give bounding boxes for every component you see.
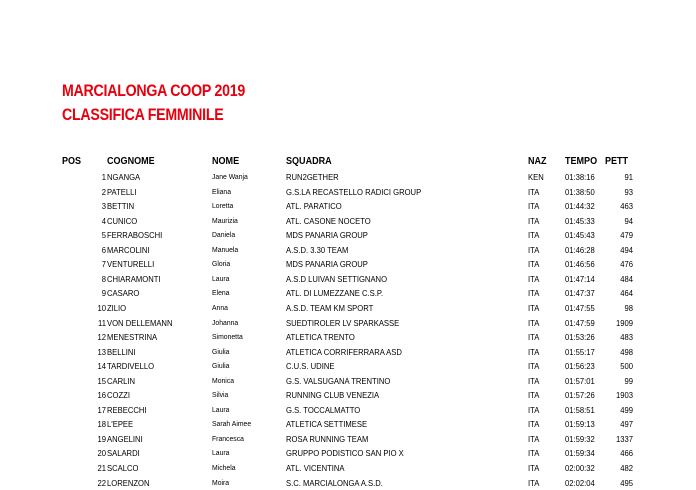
row-nome: Silvia bbox=[212, 390, 229, 400]
row-nome: Moira bbox=[212, 477, 230, 487]
row-squadra: G.S. VALSUGANA TRENTINO bbox=[286, 375, 391, 386]
row-cognome: MENESTRINA bbox=[107, 332, 158, 343]
row-naz: ITA bbox=[528, 463, 540, 473]
row-squadra: ATL. VICENTINA bbox=[286, 463, 345, 473]
table-row bbox=[0, 272, 696, 286]
row-nome: Gloria bbox=[212, 259, 231, 269]
row-pos: 6 bbox=[101, 244, 106, 255]
row-cognome: TARDIVELLO bbox=[107, 361, 155, 372]
row-tempo: 01:47:14 bbox=[565, 273, 595, 284]
row-cognome: BELLINI bbox=[107, 346, 136, 357]
header-naz: NAZ bbox=[528, 155, 547, 167]
row-squadra: A.S.D. 3.30 TEAM bbox=[286, 244, 349, 255]
table-row bbox=[0, 461, 696, 475]
row-squadra: ATL. PARATICO bbox=[286, 201, 342, 212]
row-naz: ITA bbox=[528, 361, 540, 372]
row-squadra: A.S.D LUIVAN SETTIGNANO bbox=[286, 273, 388, 284]
row-nome: Laura bbox=[212, 404, 230, 414]
row-pos: 13 bbox=[97, 346, 106, 357]
row-naz: ITA bbox=[528, 375, 540, 386]
row-nome: Manuela bbox=[212, 244, 239, 254]
row-squadra: ROSA RUNNING TEAM bbox=[286, 433, 369, 444]
row-pett: 463 bbox=[620, 201, 633, 212]
row-nome: Sarah Aimee bbox=[212, 419, 252, 429]
row-squadra: RUN2GETHER bbox=[286, 172, 339, 182]
row-pos: 14 bbox=[97, 361, 106, 372]
row-pos: 17 bbox=[97, 404, 106, 415]
row-pos: 22 bbox=[97, 477, 106, 488]
row-pos: 4 bbox=[101, 215, 106, 226]
row-nome: Laura bbox=[212, 448, 230, 458]
row-pett: 466 bbox=[620, 448, 633, 459]
row-cognome: CUNICO bbox=[107, 215, 138, 226]
row-cognome: L'EPEE bbox=[107, 419, 134, 430]
row-cognome: SCALCO bbox=[107, 463, 139, 473]
row-squadra: A.S.D. TEAM KM SPORT bbox=[286, 302, 374, 313]
row-nome: Loretta bbox=[212, 201, 234, 211]
row-pett: 1903 bbox=[615, 390, 633, 401]
row-nome: Simonetta bbox=[212, 332, 243, 342]
table-row bbox=[0, 403, 696, 417]
row-naz: ITA bbox=[528, 259, 540, 270]
row-squadra: ATLETICA CORRIFERRARA ASD bbox=[286, 346, 402, 357]
row-naz: ITA bbox=[528, 346, 540, 357]
row-pett: 93 bbox=[624, 186, 633, 197]
row-pos: 1 bbox=[101, 172, 106, 182]
row-pett: 495 bbox=[620, 477, 633, 488]
row-cognome: MARCOLINI bbox=[107, 244, 150, 255]
page-subtitle: CLASSIFICA FEMMINILE bbox=[62, 106, 224, 124]
row-nome: Anna bbox=[212, 302, 228, 312]
table-row bbox=[0, 476, 696, 490]
row-cognome: REBECCHI bbox=[107, 404, 147, 415]
header-tempo: TEMPO bbox=[565, 155, 598, 167]
header-pos: POS bbox=[62, 155, 82, 167]
row-pett: 464 bbox=[620, 288, 633, 299]
header-cognome: COGNOME bbox=[107, 155, 155, 167]
row-naz: ITA bbox=[528, 186, 540, 197]
row-cognome: SALARDI bbox=[107, 448, 140, 459]
row-tempo: 01:46:56 bbox=[565, 259, 595, 270]
row-pos: 16 bbox=[97, 390, 106, 401]
row-squadra: MDS PANARIA GROUP bbox=[286, 230, 368, 241]
table-row bbox=[0, 301, 696, 315]
row-pett: 483 bbox=[620, 332, 633, 343]
row-squadra: G.S.LA RECASTELLO RADICI GROUP bbox=[286, 186, 422, 197]
row-tempo: 01:56:23 bbox=[565, 361, 595, 372]
row-tempo: 02:00:32 bbox=[565, 463, 595, 473]
table-row bbox=[0, 199, 696, 213]
row-naz: ITA bbox=[528, 215, 540, 226]
row-nome: Elena bbox=[212, 288, 230, 298]
row-pos: 18 bbox=[97, 419, 106, 430]
row-squadra: RUNNING CLUB VENEZIA bbox=[286, 390, 380, 401]
header-nome: NOME bbox=[212, 155, 240, 167]
row-squadra: ATLETICA TRENTO bbox=[286, 332, 355, 343]
row-pos: 2 bbox=[101, 186, 106, 197]
row-cognome: BETTIN bbox=[107, 201, 135, 212]
row-pos: 11 bbox=[98, 317, 106, 328]
row-nome: Laura bbox=[212, 273, 230, 283]
row-naz: ITA bbox=[528, 332, 540, 343]
row-nome: Johanna bbox=[212, 317, 239, 327]
header-squadra: SQUADRA bbox=[286, 155, 332, 167]
row-nome: Giulia bbox=[212, 346, 230, 356]
row-pos: 21 bbox=[97, 463, 106, 473]
row-tempo: 01:58:51 bbox=[565, 404, 595, 415]
row-cognome: COZZI bbox=[107, 390, 130, 401]
row-squadra: ATL. CASONE NOCETO bbox=[286, 215, 371, 226]
row-tempo: 02:02:04 bbox=[565, 477, 595, 488]
row-pos: 19 bbox=[97, 433, 106, 444]
row-naz: ITA bbox=[528, 244, 540, 255]
row-pett: 98 bbox=[624, 302, 633, 313]
row-pett: 99 bbox=[624, 375, 633, 386]
table-row bbox=[0, 257, 696, 271]
row-naz: ITA bbox=[528, 273, 540, 284]
row-pos: 5 bbox=[101, 230, 106, 241]
row-pett: 479 bbox=[620, 230, 633, 241]
row-pos: 9 bbox=[101, 288, 106, 299]
row-squadra: MDS PANARIA GROUP bbox=[286, 259, 368, 270]
row-cognome: NGANGA bbox=[107, 172, 141, 182]
row-tempo: 01:45:43 bbox=[565, 230, 595, 241]
row-naz: ITA bbox=[528, 288, 540, 299]
row-tempo: 01:59:32 bbox=[565, 433, 595, 444]
row-cognome: VENTURELLI bbox=[107, 259, 155, 270]
table-row bbox=[0, 417, 696, 431]
row-pett: 476 bbox=[620, 259, 633, 270]
row-pett: 482 bbox=[620, 463, 633, 473]
row-nome: Jane Wanja bbox=[212, 172, 248, 181]
row-tempo: 01:57:01 bbox=[565, 375, 595, 386]
row-pos: 8 bbox=[101, 273, 106, 284]
table-row bbox=[0, 214, 696, 228]
row-naz: KEN bbox=[528, 172, 544, 182]
row-pett: 1337 bbox=[615, 433, 633, 444]
row-nome: Eliana bbox=[212, 186, 231, 196]
row-tempo: 01:55:17 bbox=[565, 346, 595, 357]
table-row bbox=[0, 374, 696, 388]
row-tempo: 01:44:32 bbox=[565, 201, 595, 212]
row-pett: 500 bbox=[620, 361, 633, 372]
row-pett: 499 bbox=[620, 404, 633, 415]
row-pos: 3 bbox=[101, 201, 106, 212]
row-nome: Daniela bbox=[212, 230, 236, 240]
table-row bbox=[0, 286, 696, 300]
row-tempo: 01:57:26 bbox=[565, 390, 595, 401]
row-tempo: 01:59:13 bbox=[565, 419, 595, 430]
table-row bbox=[0, 446, 696, 460]
row-pett: 498 bbox=[620, 346, 633, 357]
row-squadra: G.S. TOCCALMATTO bbox=[286, 404, 361, 415]
row-naz: ITA bbox=[528, 448, 540, 459]
row-naz: ITA bbox=[528, 433, 540, 444]
row-tempo: 01:46:28 bbox=[565, 244, 595, 255]
row-tempo: 01:38:16 bbox=[565, 172, 595, 182]
row-squadra: ATL. DI LUMEZZANE C.S.P. bbox=[286, 288, 384, 299]
table-row bbox=[0, 359, 696, 373]
header-pett: PETT bbox=[605, 155, 629, 167]
row-tempo: 01:45:33 bbox=[565, 215, 595, 226]
row-cognome: CHIARAMONTI bbox=[107, 273, 161, 284]
row-nome: Maurizia bbox=[212, 215, 238, 225]
row-pett: 1909 bbox=[615, 317, 633, 328]
table-row bbox=[0, 228, 696, 242]
table-row bbox=[0, 243, 696, 257]
row-pos: 20 bbox=[97, 448, 106, 459]
row-pett: 91 bbox=[624, 172, 633, 182]
row-tempo: 01:59:34 bbox=[565, 448, 595, 459]
row-nome: Monica bbox=[212, 375, 235, 385]
row-nome: Giulia bbox=[212, 361, 230, 371]
row-cognome: ANGELINI bbox=[107, 433, 143, 444]
row-cognome: FERRABOSCHI bbox=[107, 230, 163, 241]
row-squadra: S.C. MARCIALONGA A.S.D. bbox=[286, 477, 383, 488]
row-cognome: CASARO bbox=[107, 288, 140, 299]
row-naz: ITA bbox=[528, 317, 540, 328]
table-row bbox=[0, 388, 696, 402]
table-row bbox=[0, 345, 696, 359]
row-squadra: ATLETICA SETTIMESE bbox=[286, 419, 368, 430]
row-naz: ITA bbox=[528, 419, 540, 430]
table-row bbox=[0, 330, 696, 344]
row-squadra: C.U.S. UDINE bbox=[286, 361, 335, 372]
table-row bbox=[0, 185, 696, 199]
row-naz: ITA bbox=[528, 477, 540, 488]
row-squadra: SUEDTIROLER LV SPARKASSE bbox=[286, 317, 400, 328]
row-pos: 10 bbox=[97, 302, 106, 313]
row-pett: 497 bbox=[620, 419, 633, 430]
row-naz: ITA bbox=[528, 230, 540, 241]
row-squadra: GRUPPO PODISTICO SAN PIO X bbox=[286, 448, 404, 459]
row-nome: Francesca bbox=[212, 433, 244, 443]
page-title: MARCIALONGA COOP 2019 bbox=[62, 82, 246, 100]
row-pett: 94 bbox=[624, 215, 633, 226]
row-naz: ITA bbox=[528, 302, 540, 313]
row-cognome: VON DELLEMANN bbox=[107, 317, 173, 328]
row-cognome: ZILIO bbox=[107, 302, 127, 313]
row-cognome: LORENZON bbox=[107, 477, 150, 488]
row-naz: ITA bbox=[528, 201, 540, 212]
row-pos: 15 bbox=[97, 375, 106, 386]
row-tempo: 01:47:55 bbox=[565, 302, 595, 313]
row-tempo: 01:38:50 bbox=[565, 186, 595, 197]
row-pos: 12 bbox=[97, 332, 106, 343]
row-tempo: 01:47:37 bbox=[565, 288, 595, 299]
row-pos: 7 bbox=[101, 259, 106, 270]
row-naz: ITA bbox=[528, 390, 540, 401]
row-pett: 494 bbox=[620, 244, 633, 255]
row-tempo: 01:47:59 bbox=[565, 317, 595, 328]
table-header bbox=[0, 154, 696, 168]
table-row bbox=[0, 432, 696, 446]
row-nome: Michela bbox=[212, 463, 236, 472]
row-cognome: PATELLI bbox=[107, 186, 137, 197]
row-naz: ITA bbox=[528, 404, 540, 415]
row-pett: 484 bbox=[620, 273, 633, 284]
row-tempo: 01:53:26 bbox=[565, 332, 595, 343]
table-row bbox=[0, 170, 696, 184]
table-row bbox=[0, 316, 696, 330]
row-cognome: CARLIN bbox=[107, 375, 136, 386]
